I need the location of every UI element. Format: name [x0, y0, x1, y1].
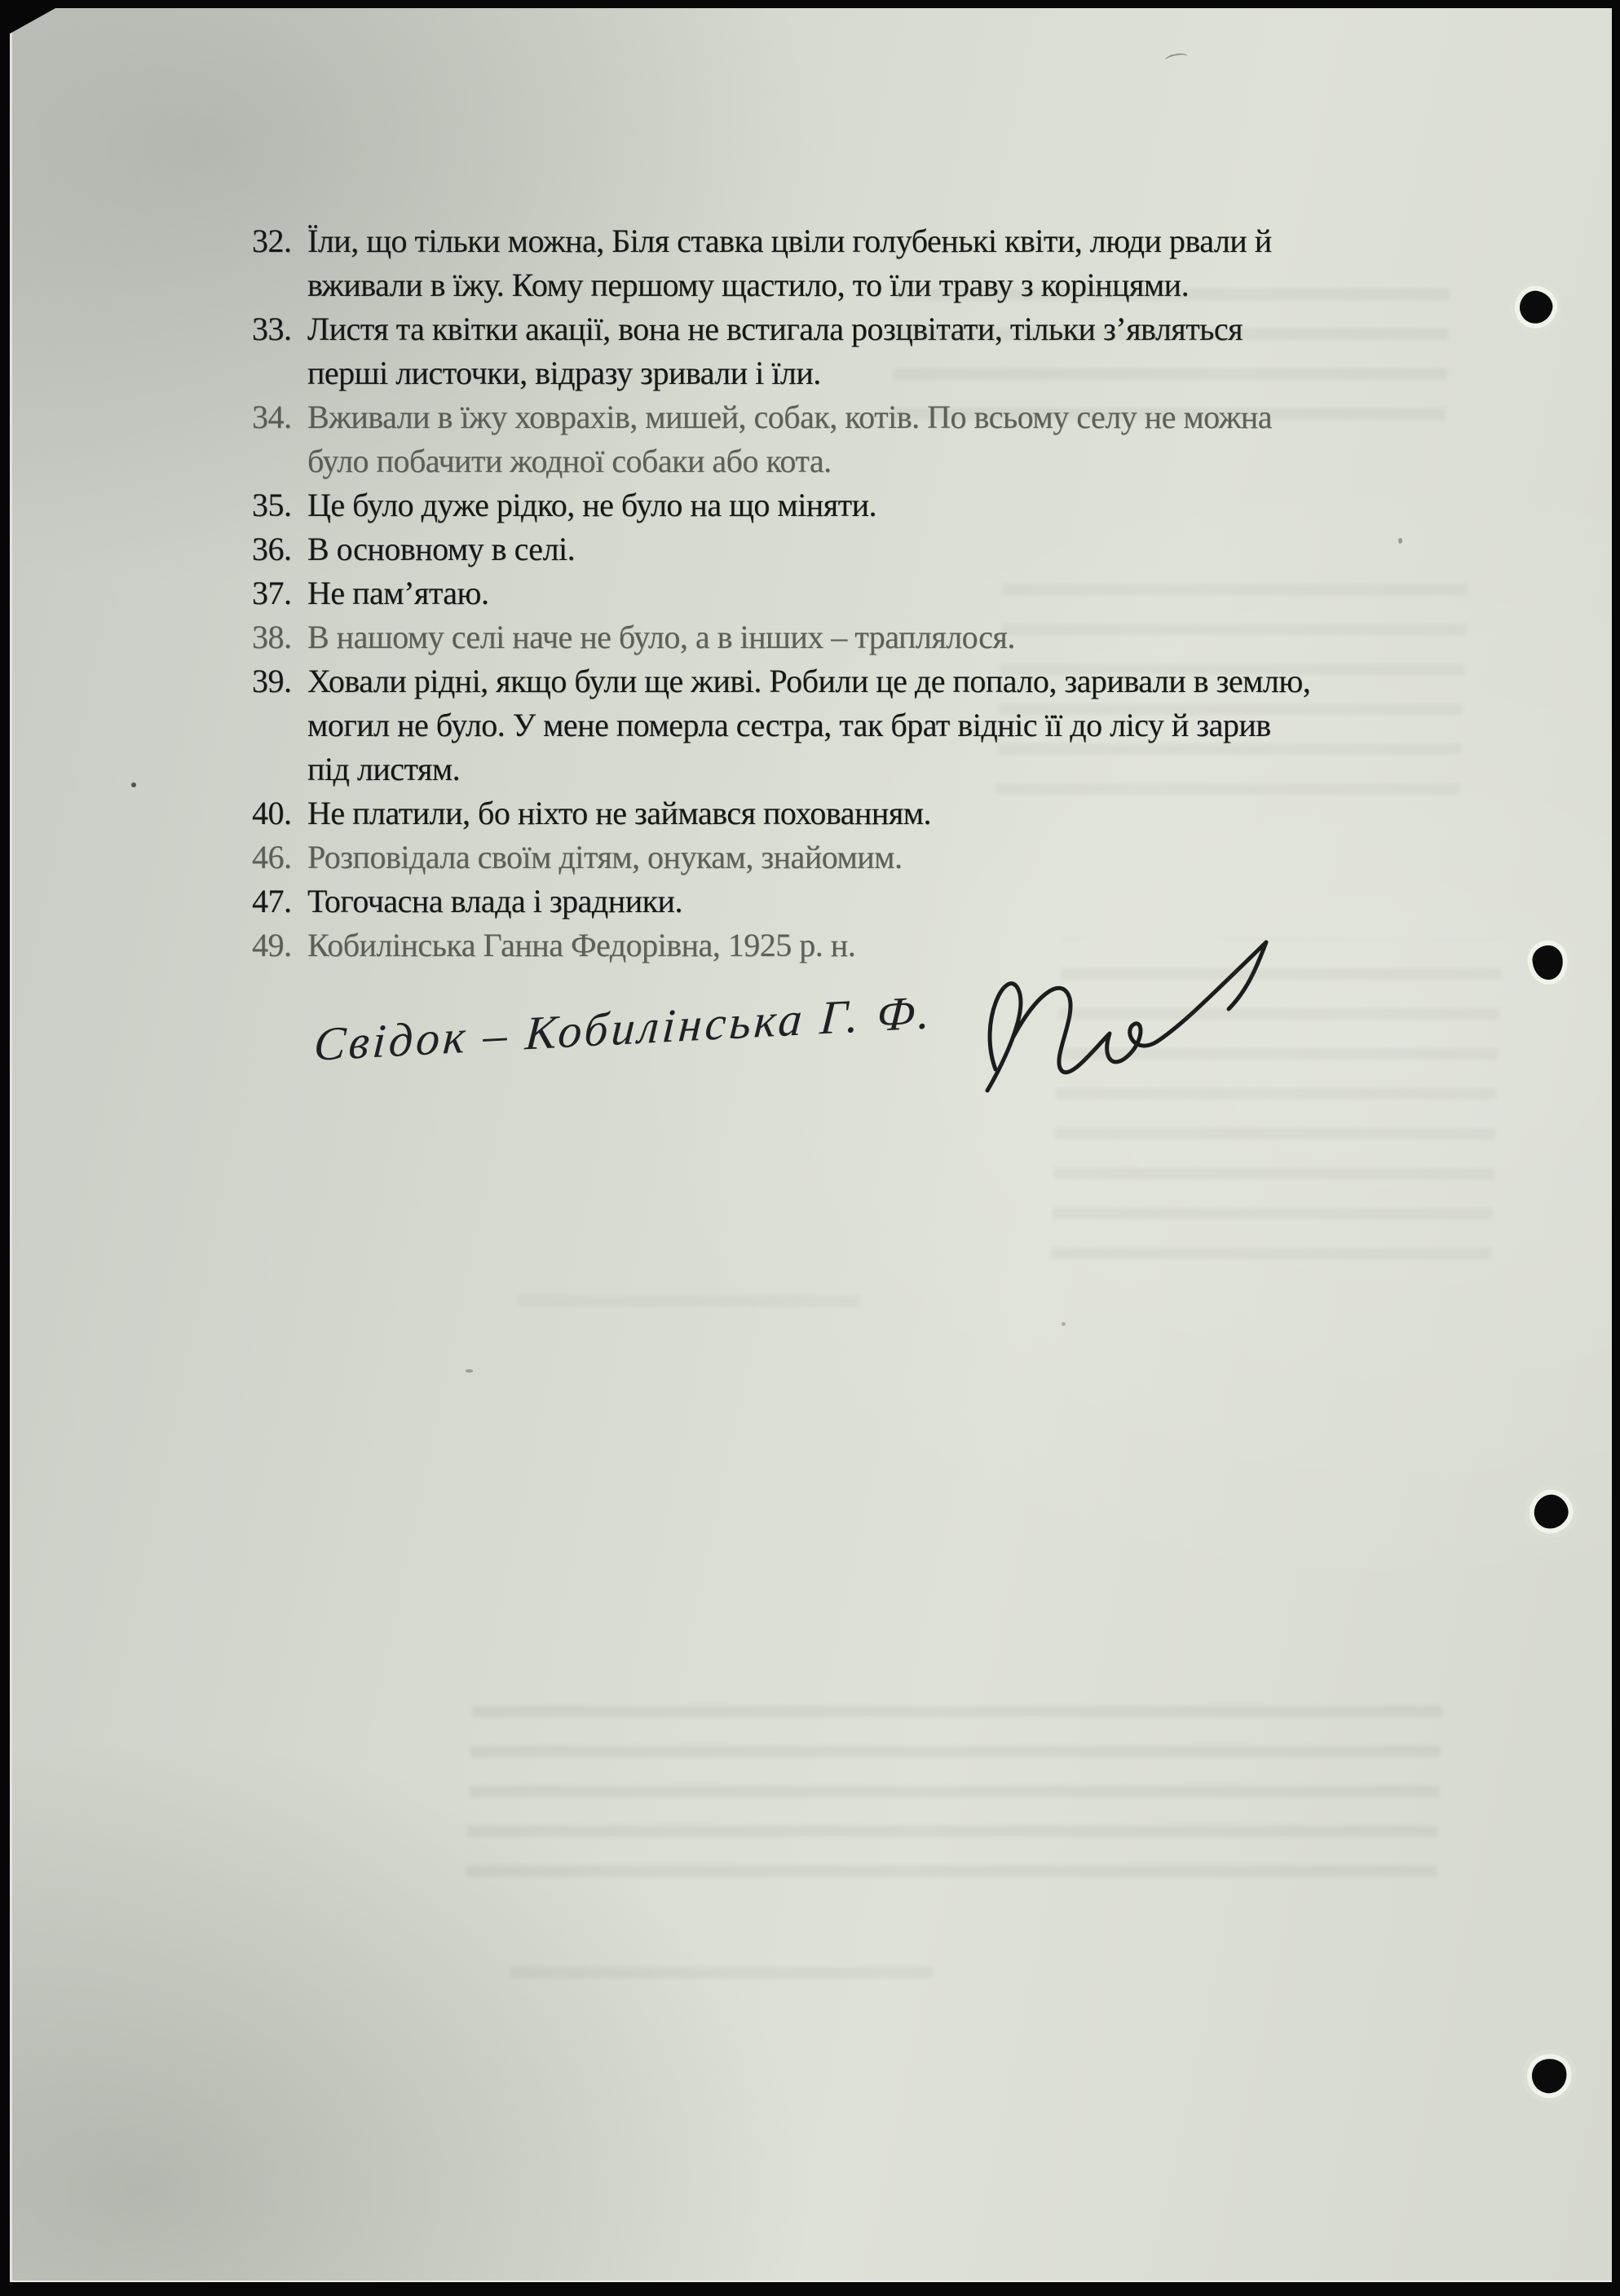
item-number: 36. — [252, 531, 292, 567]
scan-speck — [1062, 1322, 1066, 1326]
item-number: 35. — [252, 487, 292, 523]
bleed-through-ghost — [517, 1281, 861, 1335]
item-text: Їли, що тільки можна, Біля ставка цвіли голубенькі квіти, люди рвали й — [307, 223, 1272, 259]
item-text: могил не було. У мене померла сестра, так брат відніс її до лісу й зарив — [307, 707, 1271, 743]
item-text: під листям. — [307, 751, 461, 787]
item-text: Ховали рідні, якщо були ще живі. Робили це де попало, заривали в землю, — [307, 663, 1311, 699]
item-text: Не пам’ятаю. — [307, 575, 489, 611]
list-item — [252, 527, 1393, 571]
item-text: В основному в селі. — [307, 531, 576, 567]
bleed-through-ghost — [889, 279, 1450, 448]
item-text: Тогочасна влада і зрадники. — [307, 883, 682, 919]
list-item — [252, 835, 1393, 879]
item-number: 34. — [252, 399, 292, 435]
item-text: Вживали в їжу ховрахів, мишей, собак, котів. По всьому селу не можна — [307, 399, 1272, 435]
item-number: 40. — [252, 795, 292, 831]
item-text: було побачити жодної собаки або кота. — [307, 443, 832, 479]
scan-mark — [1164, 52, 1188, 65]
item-text: перші листочки, відразу зривали і їли. — [307, 355, 821, 391]
bleed-through-ghost — [509, 1950, 934, 2007]
item-number: 46. — [252, 839, 292, 875]
item-text: Листя та квітки акації, вона не встигала розцвітати, тільки з’являться — [307, 311, 1243, 347]
signature-caption: Свідок – Кобилінська Г. Ф. — [312, 985, 936, 1071]
list-item — [252, 483, 1393, 527]
item-number: 32. — [252, 223, 292, 259]
item-text: Це було дуже рідко, не було на що міняти. — [307, 487, 876, 523]
item-text: Не платили, бо ніхто не займався похованням. — [307, 795, 932, 831]
bleed-through-ghost — [1050, 939, 1503, 1288]
item-number: 38. — [252, 619, 292, 655]
item-number: 47. — [252, 883, 292, 919]
item-text: Розповідала своїм дітям, онукам, знайомим. — [307, 839, 903, 875]
item-number: 39. — [252, 663, 292, 699]
item-number: 49. — [252, 927, 292, 963]
paper-sheet — [10, 8, 1612, 2282]
scan-speck — [466, 1369, 473, 1373]
bleed-through-ghost — [465, 1689, 1442, 1906]
item-text: Кобилінська Ганна Федорівна, 1925 р. н. — [307, 927, 856, 963]
scan-speck — [131, 782, 136, 787]
item-number: 33. — [252, 311, 292, 347]
bleed-through-ghost — [995, 572, 1468, 823]
item-text: вживали в їжу. Кому першому щастило, то їли траву з корінцями. — [307, 267, 1190, 303]
scan-speck — [1398, 538, 1402, 544]
item-number: 37. — [252, 575, 292, 611]
item-text: В нашому селі наче не було, а в інших – траплялося. — [307, 619, 1015, 655]
